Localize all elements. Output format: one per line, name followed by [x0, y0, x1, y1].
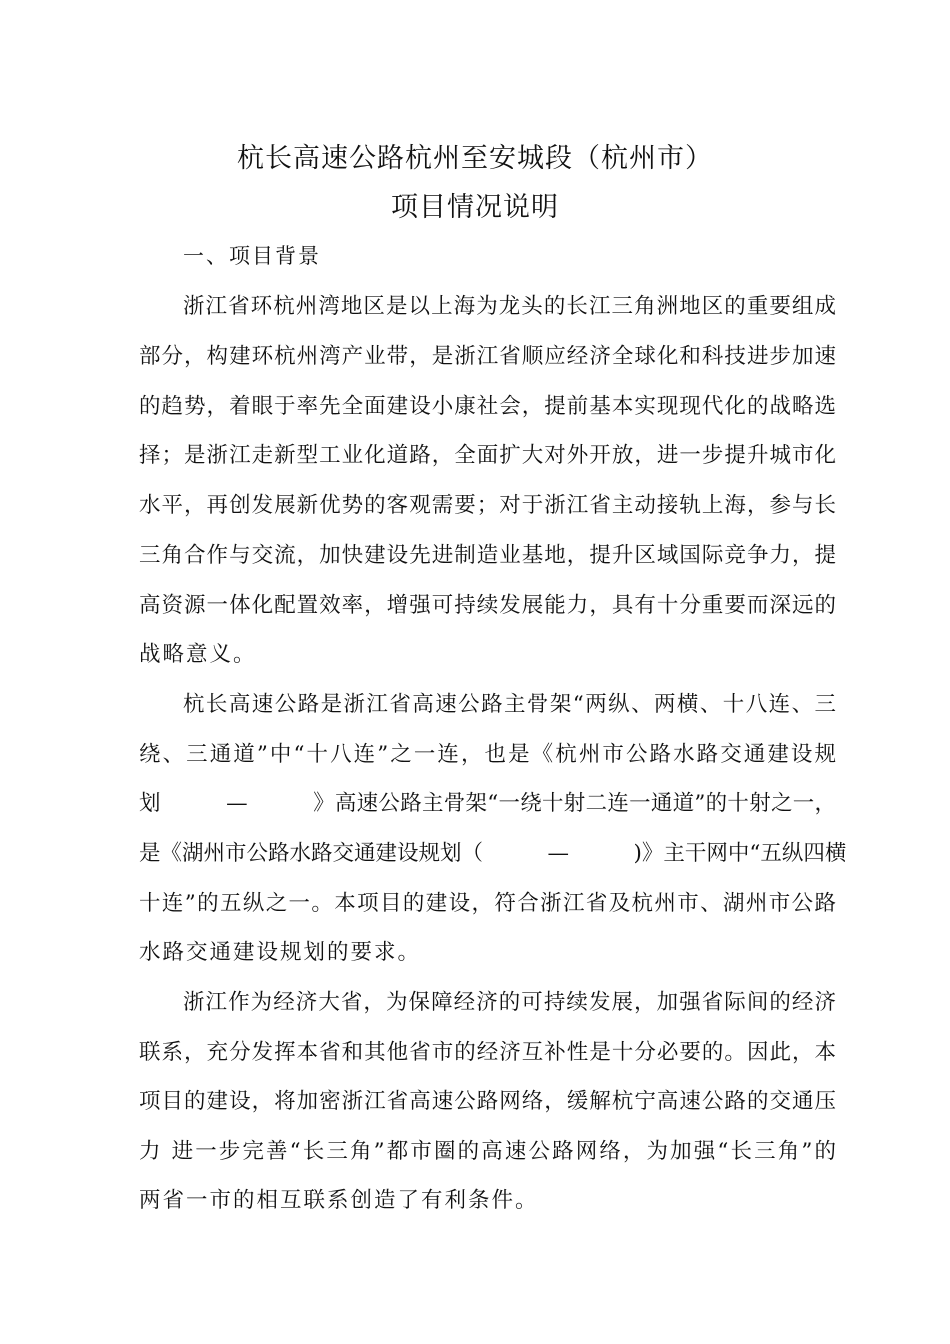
paragraph-2-line: 绕、三通道”中“十八连”之一连，也是《杭州市公路水路交通建设规 — [139, 742, 836, 767]
paragraph-1-line: 择；是浙江走新型工业化道路，全面扩大对外开放，进一步提升城市化 — [139, 443, 836, 468]
paragraph-2-line: 划 — 》高速公路主骨架“一绕十射二连一通道”的十射之一， — [139, 791, 836, 816]
paragraph-1-line: 水平，再创发展新优势的客观需要；对于浙江省主动接轨上海，参与长 — [139, 493, 836, 518]
paragraph-1-line: 战略意义。 — [139, 642, 257, 667]
paragraph-2-line: 十连”的五纵之一。本项目的建设，符合浙江省及杭州市、湖州市公路 — [139, 891, 836, 916]
paragraph-1-line: 浙江省环杭州湾地区是以上海为龙头的长江三角洲地区的重要组成 — [183, 294, 836, 319]
paragraph-3-line: 浙江作为经济大省，为保障经济的可持续发展，加强省际间的经济 — [183, 990, 836, 1015]
paragraph-2-line: 是《湖州市公路水路交通建设规划（ — )》主干网中“五纵四横 — [139, 841, 847, 866]
section-heading: 一、项目背景 — [183, 244, 321, 268]
paragraph-3-line: 联系，充分发挥本省和其他省市的经济互补性是十分必要的。因此，本 — [139, 1040, 836, 1065]
paragraph-2-line: 水路交通建设规划的要求。 — [139, 940, 422, 965]
paragraph-1-line: 的趋势，着眼于率先全面建设小康社会，提前基本实现现代化的战略选 — [139, 394, 836, 419]
paragraph-3-line: 力 进一步完善“长三角”都市圈的高速公路网络，为加强“长三角”的 — [139, 1139, 836, 1164]
document-title: 杭长高速公路杭州至安城段（杭州市） — [237, 143, 713, 174]
paragraph-1-line: 高资源一体化配置效率，增强可持续发展能力，具有十分重要而深远的 — [139, 593, 836, 618]
paragraph-1-line: 部分，构建环杭州湾产业带，是浙江省顺应经济全球化和科技进步加速 — [139, 344, 836, 369]
paragraph-2-line: 杭长高速公路是浙江省高速公路主骨架“两纵、两横、十八连、三 — [183, 692, 836, 717]
document-subtitle: 项目情况说明 — [391, 192, 559, 223]
paragraph-3-line: 两省一市的相互联系创造了有利条件。 — [139, 1188, 539, 1213]
paragraph-3-line: 项目的建设，将加密浙江省高速公路网络，缓解杭宁高速公路的交通压 — [139, 1089, 836, 1114]
paragraph-1-line: 三角合作与交流，加快建设先进制造业基地，提升区域国际竞争力，提 — [139, 543, 836, 568]
